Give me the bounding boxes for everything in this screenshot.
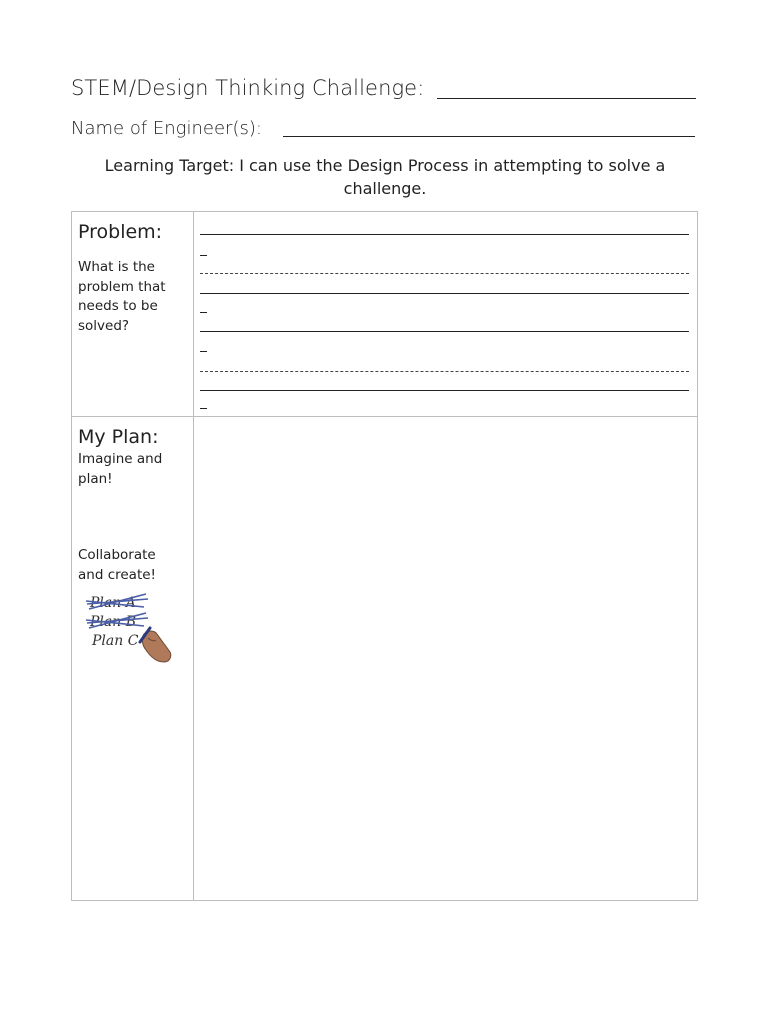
plan-a-label: Plan A bbox=[90, 595, 136, 611]
worksheet-table bbox=[71, 211, 698, 901]
answer-line bbox=[200, 331, 689, 332]
answer-line-tick bbox=[200, 408, 207, 409]
answer-line bbox=[200, 234, 689, 235]
worksheet-title: STEM/Design Thinking Challenge: bbox=[71, 76, 425, 100]
plan-abc-hand-illustration bbox=[84, 590, 176, 666]
answer-line bbox=[200, 293, 689, 294]
problem-prompt: What is the problem that needs to be solved? bbox=[78, 259, 166, 334]
title-blank-line[interactable] bbox=[437, 98, 696, 99]
engineer-name-blank-line[interactable] bbox=[283, 136, 695, 137]
answer-dashed-line bbox=[200, 371, 689, 372]
hand-icon bbox=[142, 631, 170, 662]
my-plan-heading: My Plan: bbox=[78, 426, 159, 448]
answer-line bbox=[200, 390, 689, 391]
plan-step-imagine: Imagine and plan! bbox=[78, 451, 163, 487]
answer-line-tick bbox=[200, 312, 207, 313]
answer-line-tick bbox=[200, 351, 207, 352]
problem-heading: Problem: bbox=[78, 221, 163, 243]
plan-b-label: Plan B bbox=[90, 614, 136, 630]
engineer-name-label: Name of Engineer(s): bbox=[71, 118, 262, 139]
plan-step-collaborate: Collaborate and create! bbox=[78, 547, 156, 583]
learning-target: Learning Target: I can use the Design Process in attempting to solve a challenge. bbox=[104, 156, 666, 198]
plan-drawing-area[interactable] bbox=[194, 417, 698, 901]
plan-c-label: Plan C bbox=[92, 633, 139, 649]
answer-line-tick bbox=[200, 255, 207, 256]
answer-dashed-line bbox=[200, 273, 689, 274]
